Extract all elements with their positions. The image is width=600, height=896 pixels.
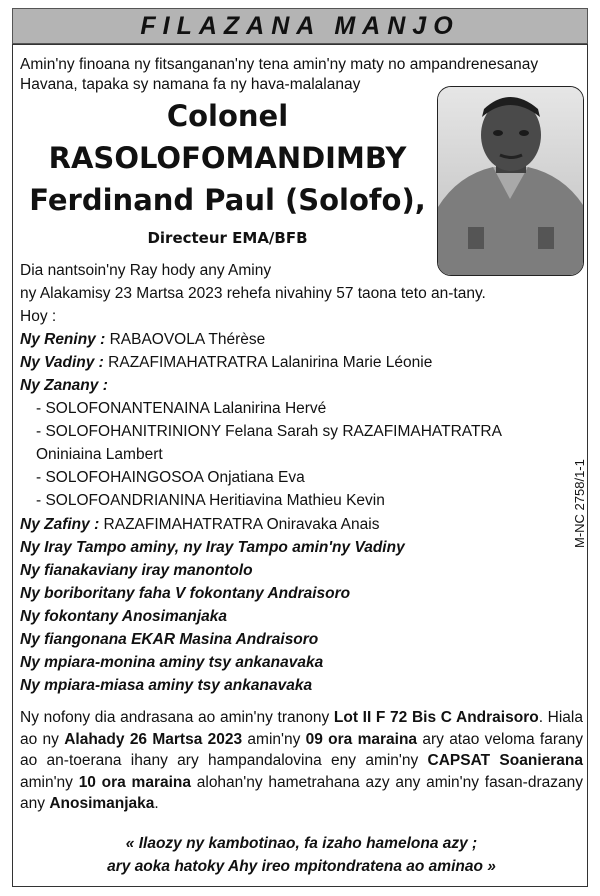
death-line-1: Dia nantsoin'ny Ray hody any Aminy (20, 262, 272, 279)
mother-name: RABAOVOLA Thérèse (109, 331, 266, 348)
funeral-text: amin'ny (20, 773, 79, 791)
child-item-continued: Oniniaina Lambert (36, 446, 163, 463)
deceased-title: Directeur EMA/BFB (147, 229, 308, 247)
mother-row (20, 330, 265, 349)
header-title: FILAZANA MANJO (140, 11, 460, 40)
mourner-line: Ny fianakaviany iray manontolo (20, 562, 253, 579)
deceased-rank: Colonel (166, 99, 289, 133)
family-intro: Hoy : (20, 308, 57, 325)
mourner-line: Ny mpiara-miasa aminy tsy ankanavaka (20, 677, 313, 694)
grandchild-label: Ny Zafiny : (20, 516, 100, 533)
funeral-text: Ny nofony dia andrasana ao amin'ny tranony (20, 709, 334, 726)
intro-line-1: Amin'ny finoana ny fitsanganan'ny tena amin'ny maty no ampandrenesanay (20, 56, 539, 73)
funeral-date: Alahady 26 Martsa 2023 (64, 730, 243, 748)
portrait-image (438, 87, 583, 275)
child-item (36, 422, 583, 441)
quote-line-1: « Ilaozy ny kambotinao, fa izaho hamelona azy ; (125, 835, 478, 852)
spouse-name: RAZAFIMAHATRATRA Lalanirina Marie Léonie (108, 354, 433, 371)
child-item: - SOLOFOANDRIANINA Heritiavina Mathieu Kevin (36, 492, 385, 509)
mourner-line: Ny Iray Tampo aminy, ny Iray Tampo amin'ny Vadiny (20, 539, 405, 556)
funeral-text: amin'ny (242, 730, 306, 748)
grandchild-name: RAZAFIMAHATRATRA Oniravaka Anais (103, 516, 380, 533)
mourner-line: Ny fokontany Anosimanjaka (20, 608, 228, 625)
funeral-time: 10 ora maraina (78, 773, 191, 791)
child-item: - SOLOFONANTENAINA Lalanirina Hervé (36, 400, 327, 417)
intro-line-2: Havana, tapaka sy namana fa ny hava-malalanay (20, 76, 361, 93)
funeral-address: Lot II F 72 Bis C Andraisoro (333, 709, 539, 726)
quote-line-2: ary aoka hatoky Ahy ireo mpitondratena ao aminao » (107, 858, 496, 875)
mourner-line: Ny boriboritany faha V fokontany Andraisoro (20, 585, 351, 602)
funeral-text: . (154, 795, 159, 812)
funeral-place: CAPSAT Soanierana (427, 752, 583, 769)
death-line-2: ny Alakamisy 23 Martsa 2023 rehefa nivahiny 57 taona teto an-tany. (20, 285, 486, 302)
mother-label: Ny Reniny : (20, 331, 106, 348)
funeral-text: alohan'ny hametrahana azy any amin'ny fasan-drazany any (20, 773, 583, 812)
funeral-paragraph (20, 707, 583, 815)
deceased-given-names: Ferdinand Paul (Solofo), (29, 183, 426, 217)
mourner-line: Ny mpiara-monina aminy tsy ankanavaka (20, 654, 324, 671)
spouse-label: Ny Vadiny : (20, 354, 104, 371)
grandchild-row (20, 515, 379, 534)
reference-code: M-NC 2758/1-1 (572, 459, 587, 548)
child-item: - SOLOFOHAINGOSOA Onjatiana Eva (36, 469, 305, 486)
deceased-surname: RASOLOFOMANDIMBY (48, 141, 407, 175)
deceased-photo (437, 86, 584, 276)
children-label: Ny Zanany : (20, 377, 108, 394)
child-item-text: - SOLOFOHANITRINIONY Felana Sarah sy RAZAFIMAHATRATRA (36, 423, 502, 440)
funeral-text: . Hiala ao ny (20, 709, 583, 748)
burial-place: Anosimanjaka (49, 795, 155, 812)
funeral-time: 09 ora maraina (305, 730, 418, 748)
funeral-text: ary atao veloma farany ao an-toerana ihany ary hampandalovina eny amin'ny (20, 730, 583, 769)
mourner-line: Ny fiangonana EKAR Masina Andraisoro (20, 631, 319, 648)
header-banner (12, 8, 588, 44)
spouse-row (20, 353, 432, 372)
